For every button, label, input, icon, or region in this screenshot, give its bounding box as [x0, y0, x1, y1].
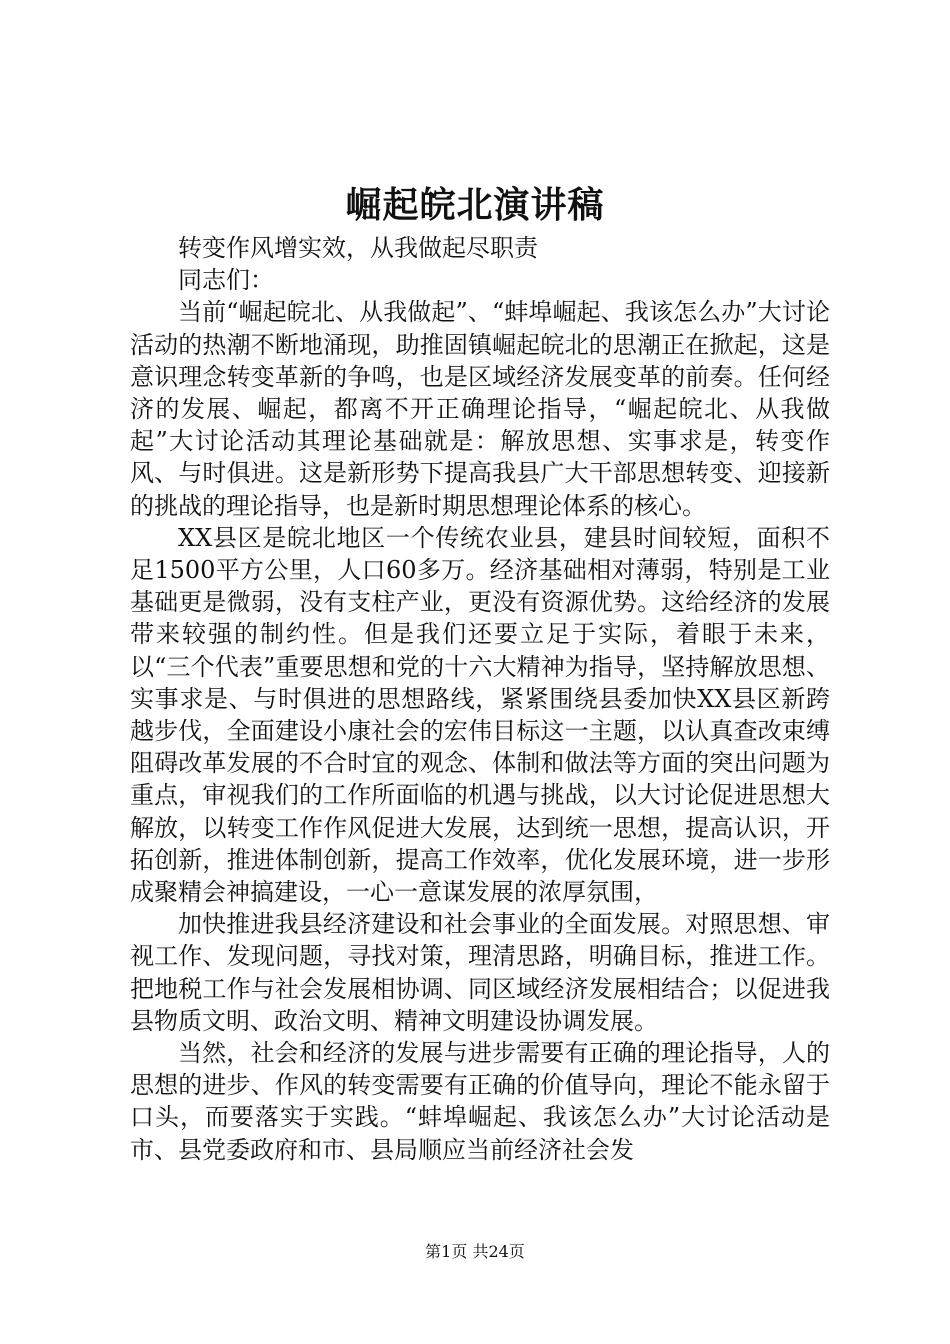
document-title: 崛起皖北演讲稿	[345, 184, 605, 226]
subtitle-line: 转变作风增实效，从我做起尽职责	[178, 234, 538, 262]
paragraph-3: 加快推进我县经济建设和社会事业的全面发展。对照思想、审视工作、发现问题，寻找对策，理清思路，明确目标，推进工作。把地税工作与社会发展相协调、同区域经济发展相结合；以促进我县物质文明、政治文明、精神文明建设协调发展。	[130, 910, 830, 1035]
paragraph-2: XX县区是皖北地区一个传统农业县，建县时间较短，面积不足1500平方公里，人口60多万。经济基础相对薄弱，特别是工业基础更是微弱，没有支柱产业，更没有资源优势。这给经济的发展带来较强的制约性。但是我们还要立足于实际，着眼于未来，以“三个代表”重要思想和党的十六大精神为指导，坚持解放思想、实事求是、与时俱进的思想路线，紧紧围绕县委加快XX县区新跨越步伐，全面建设小康社会的宏伟目标这一主题，以认真查改束缚阻碍改革发展的不合时宜的观念、体制和做法等方面的突出问题为重点，审视我们的工作所面临的机遇与挑战，以大讨论促进思想大解放，以转变工作作风促进大发展，达到统一思想，提高认识，开拓创新，推进体制创新，提高工作效率，优化发展环境，进一步形成聚精会神搞建设，一心一意谋发展的浓厚氛围，	[130, 523, 830, 907]
salutation-line: 同志们：	[178, 266, 274, 295]
paragraph-4: 当然，社会和经济的发展与进步需要有正确的理论指导，人的思想的进步、作风的转变需要有正确的价值导向，理论不能永留于口头，而要落实于实践。“蚌埠崛起、我该怎么办”大讨论活动是市、县党委政府和市、县局顺应当前经济社会发	[130, 1039, 830, 1164]
page-number-footer: 第1页 共24页	[425, 1242, 525, 1261]
paragraph-1: 当前“崛起皖北、从我做起”、“蚌埠崛起、我该怎么办”大讨论活动的热潮不断地涌现，助推固镇崛起皖北的思潮正在掀起，这是意识理念转变革新的争鸣，也是区域经济发展变革的前奏。任何经济的发展、崛起，都离不开正确理论指导，“崛起皖北、从我做起”大讨论活动其理论基础就是：解放思想、实事求是，转变作风、与时俱进。这是新形势下提高我县广大干部思想转变、迎接新的挑战的理论指导，也是新时期思想理论体系的核心。	[130, 298, 830, 520]
document-body	[130, 232, 830, 1166]
